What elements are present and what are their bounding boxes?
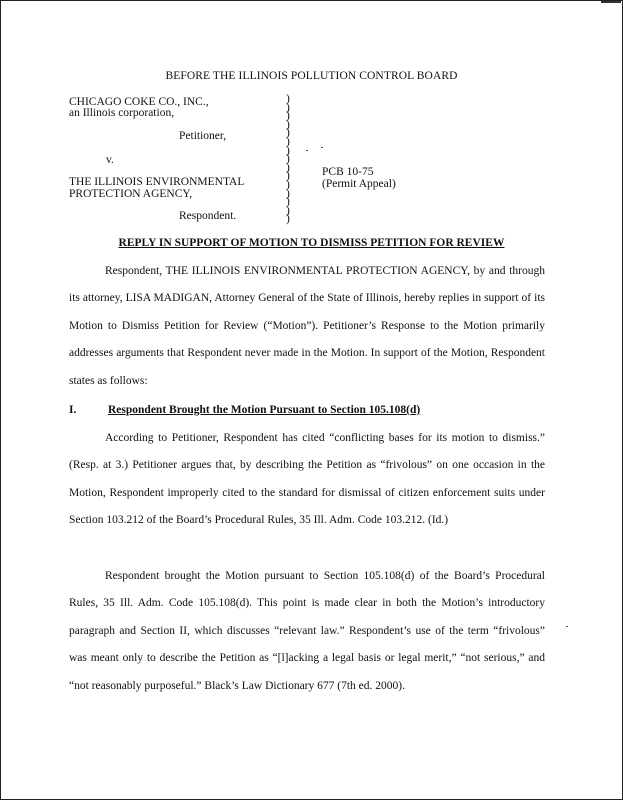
paren: ) [286, 93, 290, 105]
paren: ) [286, 144, 290, 157]
paren: ) [286, 178, 290, 191]
scan-speck [306, 150, 308, 151]
section-heading [69, 404, 420, 416]
respondent-name-line1: THE ILLINOIS ENVIRONMENTAL [69, 176, 245, 188]
section-heading-text: Respondent Brought the Motion Pursuant to Section 105.108(d) [108, 404, 421, 416]
caption-parentheses [286, 95, 290, 224]
scan-speck [321, 147, 323, 148]
intro-paragraph: Respondent, THE ILLINOIS ENVIRONMENTAL PROTECTION AGENCY, by and through its attorney, LISA MADIGAN, Attorney General of the State of Illinois, hereby replies in support of its Motion to Dismiss Petition for Review (“Motion”). Petitioner’s Response to the Motion primarily addresses arguments that Respondent never made in the Motion. In support of the Motion, Respondent states as follows: [69, 265, 545, 387]
paren: ) [286, 153, 290, 166]
paren: ) [286, 161, 290, 174]
petitioner-role: Petitioner, [179, 130, 227, 142]
paren: ) [286, 170, 290, 183]
paren: ) [286, 118, 290, 131]
scan-speck [566, 626, 568, 627]
case-number: PCB 10-75 [322, 166, 374, 178]
respondent-role: Respondent. [179, 210, 237, 222]
paren: ) [286, 127, 290, 140]
paren: ) [286, 101, 290, 114]
petitioner-name: CHICAGO COKE CO., INC., [69, 96, 209, 108]
paren: ) [286, 213, 290, 226]
paren: ) [286, 135, 290, 148]
paragraph-2: According to Petitioner, Respondent has cited “conflicting bases for its motion to dismiss.” (Resp. at 3.) Petitioner argues that, by describing the Petition as “frivolous” on one occasion in the Motion, Respondent improperly cited to the standard for dismissal of citizen enforcement suits under Section 103.212 of the Board’s Procedural Rules, 35 Ill. Adm. Code 103.212. (Id.) [69, 432, 545, 527]
section-number: I. [69, 404, 77, 416]
respondent-name-line2: PROTECTION AGENCY, [69, 188, 193, 200]
paren: ) [286, 204, 290, 217]
case-type: (Permit Appeal) [322, 178, 396, 190]
paren: ) [286, 196, 290, 209]
paren: ) [286, 110, 290, 123]
paragraph-3: Respondent brought the Motion pursuant to Section 105.108(d) of the Board’s Procedural Rules, 35 Ill. Adm. Code 105.108(d). This point is made clear in both the Motion’s introductory paragraph and Section II, which discusses “relevant law.” Respondent’s use of the term “frivolous” was meant only to describe the Petition as “[l]acking a legal basis or legal merit,” “not serious,” and “not reasonably purposeful.” Black’s Law Dictionary 677 (7th ed. 2000). [69, 570, 545, 692]
versus: v. [106, 154, 114, 166]
petitioner-description: an Illinois corporation, [69, 107, 175, 119]
paren: ) [286, 187, 290, 200]
document-subject: REPLY IN SUPPORT OF MOTION TO DISMISS PETITION FOR REVIEW [118, 237, 505, 249]
court-title: BEFORE THE ILLINOIS POLLUTION CONTROL BOARD [165, 70, 458, 82]
scan-mark [601, 1, 621, 3]
